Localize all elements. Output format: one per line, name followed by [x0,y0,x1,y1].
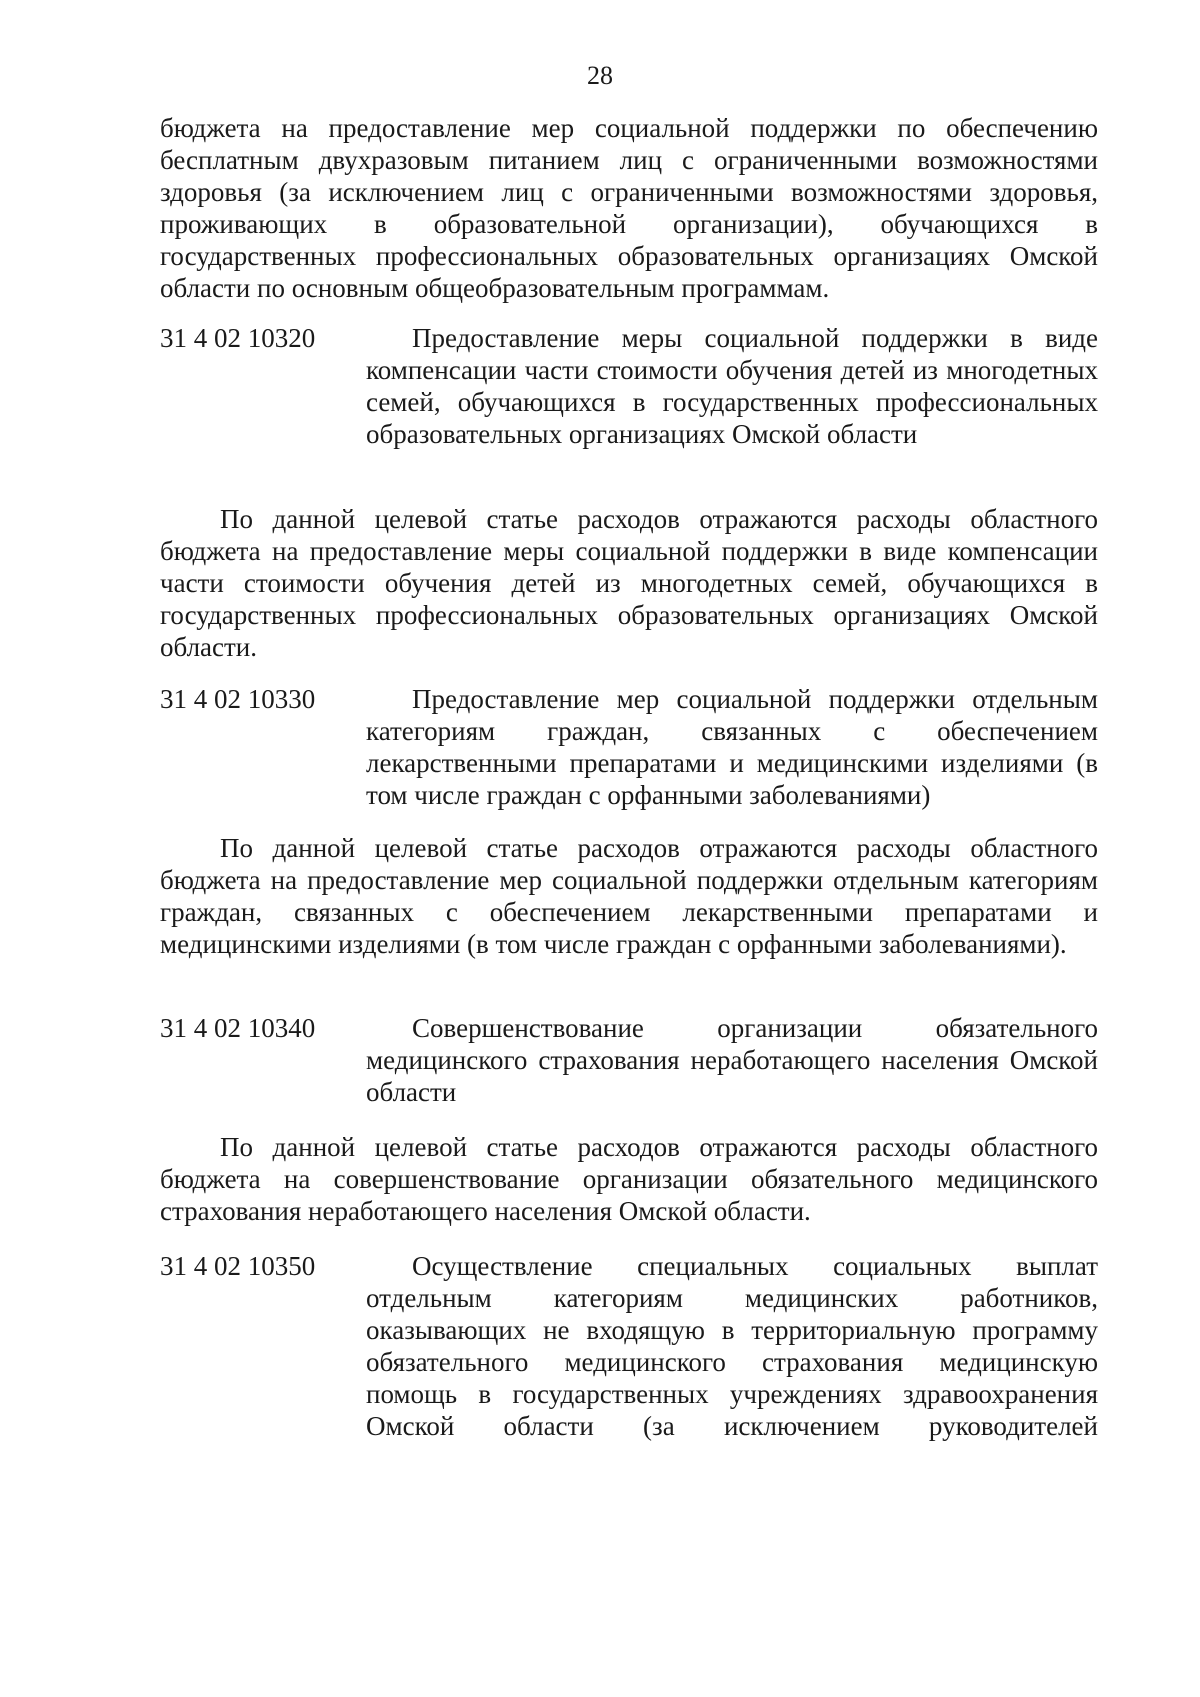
target-article-description: По данной целевой статье расходов отражаются расходы областного бюджета на совершенствование организации обязательного медицинского страхования неработающего населения Омской области. [160,1132,1098,1226]
target-article-description: По данной целевой статье расходов отражаются расходы областного бюджета на предоставление мер социальной поддержки отдельным категориям граждан, связанных с обеспечением лекарственными препаратами и медицинскими изделиями (в том числе граждан с орфанными заболеваниями). [160,833,1098,959]
target-article-code: 31 4 02 10350 [160,1251,316,1281]
target-article-description: По данной целевой статье расходов отражаются расходы областного бюджета на предоставление меры социальной поддержки в виде компенсации части стоимости обучения детей из многодетных семей, обучающихся в государственных профессиональных образовательных организациях Омской области. [160,504,1098,662]
target-article-title: Предоставление меры социальной поддержки в виде компенсации части стоимости обучения детей из многодетных семей, обучающихся в государственных профессиональных образовательных организациях Омской области [366,323,1098,449]
target-article-title: Предоставление мер социальной поддержки отдельным категориям граждан, связанных с обеспечением лекарственными препаратами и медицинскими изделиями (в том числе граждан с орфанными заболеваниями) [366,684,1098,810]
paragraph-continuation: бюджета на предоставление мер социальной поддержки по обеспечению бесплатным двухразовым питанием лиц с ограниченными возможностями здоровья (за исключением лиц с ограниченными возможностями здоровья, проживающих в образовательной организации), обучающихся в государственных профессиональных образовательных организациях Омской области по основным общеобразовательным программам. [160,113,1098,303]
target-article-code: 31 4 02 10330 [160,684,316,714]
page-number: 28 [587,61,613,90]
target-article-title: Осуществление специальных социальных выплат отдельным категориям медицинских работников, оказывающих не входящую в территориальную программу обязательного медицинского страхования медицинскую помощь в государственных учреждениях здравоохранения Омской области (за исключением руководителей [366,1251,1098,1441]
target-article-code: 31 4 02 10340 [160,1013,316,1043]
target-article-code: 31 4 02 10320 [160,323,316,353]
target-article-title: Совершенствование организации обязательного медицинского страхования неработающего населения Омской области [366,1013,1098,1107]
